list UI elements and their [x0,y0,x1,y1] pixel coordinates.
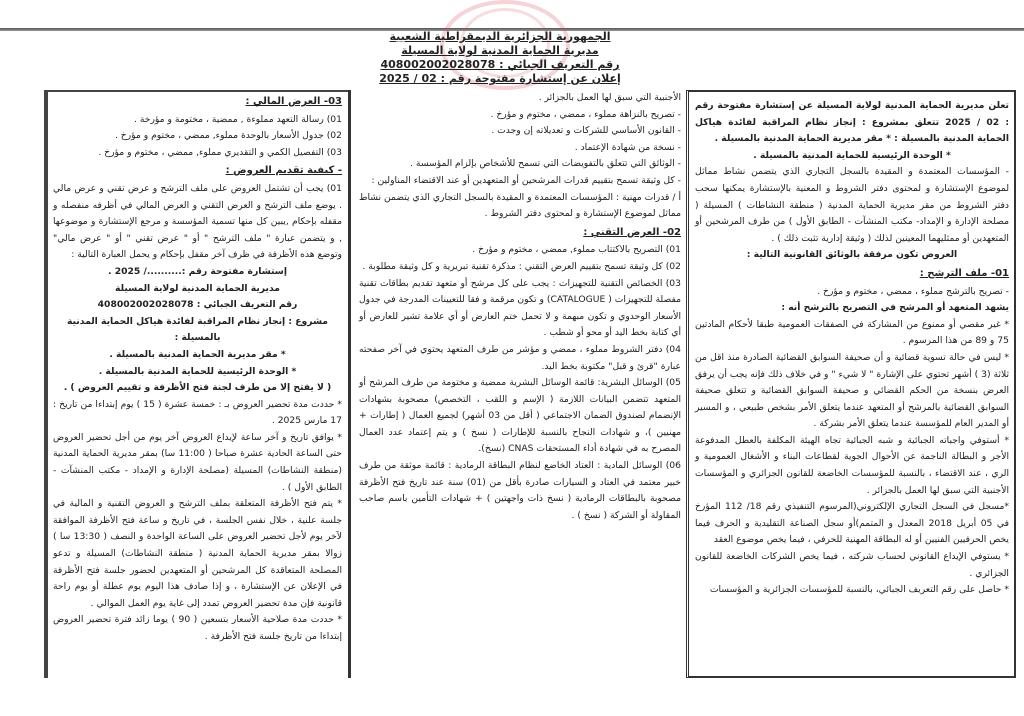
paragraph: 03) الخصائص التقنية للتجهيزات : يجب على كل مرشح أو متعهد تقديم بطاقات تقنية مفصلة للتجهيزات ( CATALOGUE) و تكون مرقمة و فقا للتعيينات المدرجة في جدول الأسعار الوحدوي و تكون مبهمة و لا تحمل ختم العارض أو أي علامة تشير للعارض أو أي كتابة بخط اليد أو محو أو شطب . [359,277,682,339]
paragraph: أ / قدرات مهنية : المؤسسات المعتمدة و المقيدة بالسجل التجاري الذي يتضمن نشاط مماثل لموضوع الإستشارة و لمحتوى دفتر الشروط . [359,191,681,220]
paragraph: * مقر مديرية الحماية المدنية بالمسيلة . [109,348,286,360]
republic-title: الجمهورية الجزائرية الديمقراطية الشعبية [389,30,611,43]
paragraph: *مسجل في السجل التجاري الإلكتروني(المرسوم التنفيذي رقم 18/ 112 المؤرخ في 05 أبريل 2018 المعدل و المتمم)أو سجل الصناعة التقليدية و الحرف فيما يخص الحرفيين الفنيين أو له البطاقة المهنية للحرفي ، فيما يخص موضوع العقد [695,501,1009,546]
directorate-title: مديرية الحماية المدنية لولاية المسيلة [401,44,599,57]
paragraph: 06) الوسائل المادية : العتاد الخاضع لنظام البطاقة الرمادية : قائمة موثقة من طرف خبير معتمد في العتاد و السيارات صادرة بأقل من (01) سنة عند تاريخ فتح الأظرفة مصحوبة بالبطاقات الرمادية ( نسخ ذات واجهتين ) + شهادات التأمين باسم صاحب المقاولة أو الشركة ( نسخ ) . [359,460,681,521]
section-heading: 01- ملف الترشح : [919,267,1009,279]
paragraph: الأجنبية التي سبق لها العمل بالجزائر . [538,92,681,103]
paragraph: 01) التصريح بالاكتتاب مملوء, ممضي ، مختوم و مؤرخ . [472,244,681,256]
paragraph: * الوحدة الرئيسية للحماية المدنية بالمسيلة . [98,365,297,377]
paragraph: * ليس في حالة تسوية قضائية و أن صحيفة السوابق القضائية الصادرة منذ اقل من ثلاثة (3 ) أشهر تحتوي على الإشارة " لا شيء " و في خلاف ذلك فإنه يجب أن يرفق العرض بنسخة من الحكم القضائي و صحيفة السوابق القضائية و تتعلق صحيفة السوابق القضائية بالمرشح أو المتعهد عندما يتعلق الأمر بشخص طبيعي ، و المسير أو المدير العام للمؤسسة عندما يتعلق الأمر بشركة . [695,351,1009,430]
paragraph: ( لا يفتح إلا من طرف لجنة فتح الأظرفة و تقييم العروض ) . [63,382,332,394]
paragraph: - المؤسسات المعتمدة و المقيدة بالسجل التجاري الذي يتضمن نشاط مماثل لموضوع الإستشارة و لمحتوى دفتر الشروط و المعنية بالإستشارة يمكنها سحب دفتر الشروط من مقر مديرية الحماية المدنية ( منطقة النشاطات ) المسيلة ( مصلحة الإدارة و الإمداد- مكتب المنشآت - الطابق الأول ) من طرف المرشحين أو المتعهدين أو ممثليهما المعينين لذلك ( وثيقة إدارية تثبت ذلك ) . [695,166,1009,244]
paragraph: 01) رسالة التعهد مملوءة , ممضية ، مختومة و مؤرخة . [134,113,342,125]
paragraph: * يوافق تاريخ و آخر ساعة لإيداع العروض آخر يوم من أجل تحضير العروض حتى الساعة الحادية عشرة صباحا ( 11:00 سا) بمقر مديرية الحماية المدنية (منطقة النشاطات) المسيلة (مصلحة الإدارة و الإمداد - مكتب المنشآت - الطابق الأول ) . [53,431,342,493]
paragraph: 02) جدول الأسعار بالوحدة مملوء, ممضي ، مختوم و مؤرخ . [114,130,342,142]
paragraph: * الوحدة الرئيسية للحماية المدنية بالمسيلة . [753,149,951,161]
tax-id: رقم التعريف الجبائي : 408002002028078 [380,58,620,71]
announcement-header [300,30,700,86]
paragraph: 01) يجب أن تشتمل العروض على ملف الترشح و عرض تقني و عرض مالي . يوضع ملف الترشح و العرض التقني و العرض المالي في أظرفه منفصله و مقفله بإحكام ,يبين كل منها تسمية المؤسسة و مرجع الإستشارة و موضوعها , و يتضمن عبارة " ملف الترشح " أو " عرض تقني " أو " عرض مالي" وتوضع هذه الأظرفة في ظرف آخر مقفل بإحكام و يحمل العبارة التالية : [53,182,342,261]
paragraph: * حاصل على رقم التعريف الجبائي، بالنسبة للمؤسسات الجزائرية و المؤسسات [709,584,1009,596]
paragraph: - الوثائق التي تتعلق بالتفويضات التي تسمح للأشخاص بإلزام المؤسسة . [410,158,681,170]
consultation-title: إعلان عن إستشارة مفتوحة رقم : 02 / 2025 [379,72,621,85]
paragraph: * حددت مدة تحضير العروض بـ : خمسة عشرة ( 15 ) يوم إبتداءا من تاريخ : 17 مارس 2025 . [53,398,342,427]
section-heading: - كيفية تقديم العروض : [225,165,342,177]
column-right [686,90,1016,678]
paragraph: مديرية الحماية المدنية لولاية المسيلة [115,282,280,294]
paragraph: - نسخة من شهادة الإعتماد . [574,141,681,153]
paragraph: * غير مقصي أو ممنوع من المشاركة في الصفقات العمومية طبقا لأحكام المادتين 75 و 89 من هذا المرسوم . [695,318,1009,347]
paragraph: - تصريح بالترشح مملوء ، ممضي ، مختوم و مؤرخ . [817,285,1009,297]
section-heading: 02- العرض التقني : [583,226,681,238]
paragraph: يشهد المتعهد أو المرشح في التصريح بالترشح أنه : [781,302,1009,314]
paragraph: * حددت مدة صلاحية الأسعار بتسعين ( 90 ) يوما زائد فترة تحضير العروض إبتداءا من تاريخ جلسة فتح الأظرفة . [53,614,342,642]
column-middle [348,90,686,678]
paragraph: العروض تكون مرفقة بالوثائق القانونية التالية : [746,249,958,261]
paragraph: - تصريح بالنزاهة مملوء ، ممضي ، مختوم و مؤرخ . [490,108,681,120]
paragraph: 05) الوسائل البشرية: قائمة الوسائل البشرية ممضية و مختومة من طرف المرشح أو المتعهد تتضمن البيانات اللازمة ( الإسم و اللقب ، التخصص) مصحوبة بشهادات الإنضمام لصندوق الضمان الاجتماعي ( أقل من 03 أشهر) لجميع العمال ( إطارات + مهنيين )، و شهادات النجاح بالنسبة للإطارات ( نسخ ) و يتم إعتماد عدد العمال المصرح به في شهادة أداء المستحقات CNAS (نسخ). [359,377,681,455]
paragraph: تعلن مديرية الحماية المدنية لولاية المسيلة عن إستشارة مفتوحة رقم : 02 / 2025 تتعلق بمشروع : إنجاز نظام المراقبة لفائدة هياكل الحماية المدنية بالمسيلة : * مقر مديرية الحماية المدنية بالمسيلة . [695,100,1009,145]
paragraph: مشروع : إنجاز نظام المراقبة لفائدة هياكل الحماية المدنية بالمسيلة : [66,315,328,344]
paragraph: * أستوفي واجباته الجبائية و شبه الجبائية تجاه الهيئة المكلفة بالعطل المدفوعة الأجر و البطالة الناجمة عن الأحوال الجوية لقطاعات البناء و الأشغال العمومية و الري ، عند الاقتضاء ، بالنسبة للمؤسسات الخاضعة للقانون الجزائري و المؤسسات الأجنبية التي سبق لها العمل بالجزائر . [695,434,1009,496]
section-heading: 03- العرض المالي : [245,96,342,107]
column-left [44,90,348,678]
paragraph: * يستوفي الإيداع القانوني لحساب شركته ، فيما يخص الشركات الخاضعة للقانون الجزائري . [695,551,1009,579]
paragraph: * يتم فتح الأظرفة المتعلقة بملف الترشح و العروض التقنية و المالية في جلسة علنية ، خلال نفس الجلسة ، في تاريخ و ساعة فتح الأظرفة الموافقة لآخر يوم لأجل تحضير العروض على الساعة الواحدة و النصف ( 13:30 سا ) زوالا بمقر مديرية الحماية المدنية ( منطقة النشاطات) المسيلة و تدعو المصلحة المتعاقدة كل المرشحين أو المتعهدين لحضور جلسة فتح الأظرفة في الإعلان عن الإستشارة ، و إذا صادف هذا اليوم يوم عطلة أو يوم راحة قانونية فإن مدة تحضير العروض تمدد إلى غاية يوم العمل الموالي . [53,498,342,609]
paragraph: - القانون الأساسي للشركات و تعديلاته إن وجدت . [491,125,681,137]
paragraph: - كل وثيقة تسمح بتقييم قدرات المرشحين أو المتعهدين أو عند الاقتضاء المناولين : [371,174,681,186]
paragraph: إستشارة مفتوحة رقم :........../ 2025 . [108,265,287,277]
paragraph: 04) دفتر الشروط مملوء ، ممضي و مؤشر من طرف المتعهد يحتوي في آخر صفحته عبارة "قرئ و قبل" مكتوبة بخط اليد. [359,343,681,372]
paragraph: 03) التفصيل الكمي و التقديري مملوء, ممضي ، مختوم و مؤرخ . [98,146,342,158]
paragraph: رقم التعريف الجبائي : 408002002028078 [97,299,298,311]
paragraph: 02) كل وثيقة تسمح بتقييم العرض التقني : مذكرة تقنية تبريرية و كل وثيقة مطلوبة . [362,260,681,272]
